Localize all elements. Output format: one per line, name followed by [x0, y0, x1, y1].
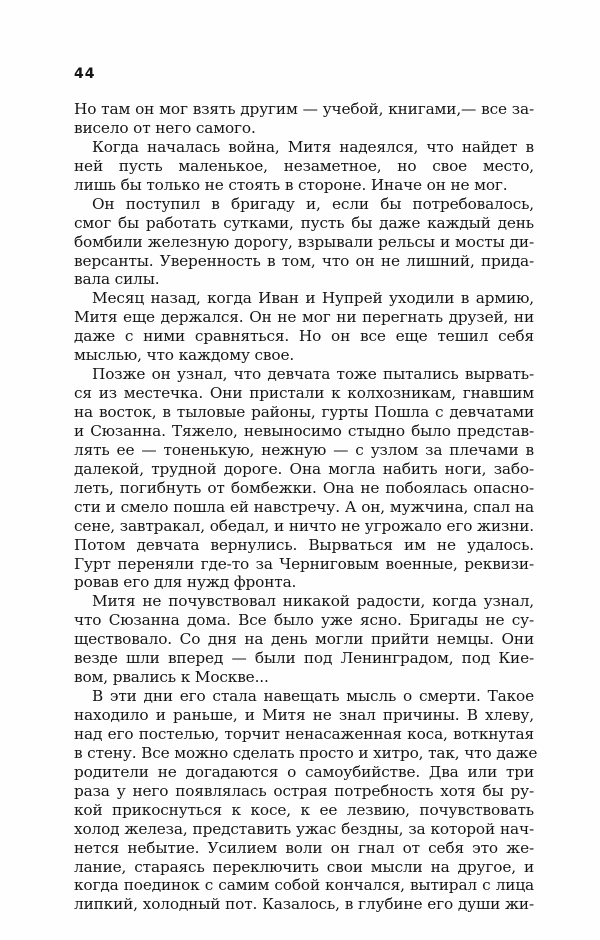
- text-line: Митя еще держался. Он не мог ни перегнать друзей, ни: [74, 308, 534, 327]
- text-line: лишь бы только не стоять в стороне. Иначе он не мог.: [74, 175, 508, 194]
- text-line: ся из местечка. Они пристали к колхозникам, гнавшим: [74, 384, 534, 403]
- text-line: бомбили железную дорогу, взрывали рельсы и мосты ди-: [74, 232, 534, 251]
- text-line: Гурт переняли где-то за Черниговым военные, реквизи-: [74, 554, 534, 573]
- text-line: Но там он мог взять другим — учебой, книгами,— все за-: [74, 100, 534, 118]
- text-line: Он поступил в бригаду и, если бы потребовалось,: [92, 194, 534, 213]
- page-number: 44: [74, 66, 96, 82]
- text-line: и Сюзанна. Тяжело, невыносимо стыдно было представ-: [74, 421, 534, 440]
- text-line: что Сюзанна дома. Все было уже ясно. Бригады не су-: [74, 611, 534, 630]
- text-line: Когда началась война, Митя надеялся, что найдет в: [92, 137, 534, 156]
- text-line: В эти дни его стала навещать мысль о смерти. Такое: [92, 687, 534, 706]
- text-line: смог бы работать сутками, пусть бы даже каждый день: [74, 213, 534, 232]
- text-line: ней пусть маленькое, незаметное, но свое место,: [74, 156, 534, 175]
- text-line: вала силы.: [74, 270, 160, 289]
- text-line: липкий, холодный пот. Казалось, в глубине его души жи-: [74, 895, 534, 914]
- text-line: родители не догадаются о самоубийстве. Два или три: [74, 762, 534, 781]
- text-line: Месяц назад, когда Иван и Нупрей уходили в армию,: [92, 289, 534, 308]
- text-line: когда поединок с самим собой кончался, вытирал с лица: [74, 876, 534, 895]
- text-line: находило и раньше, и Митя не знал причины. В хлеву,: [74, 706, 534, 724]
- text-line: ществовало. Со дня на день могли прийти немцы. Они: [74, 630, 534, 649]
- text-line: кой прикоснуться к косе, к ее лезвию, почувствовать: [74, 800, 534, 819]
- text-line: леть, погибнуть от бомбежки. Она не побоялась опасно-: [74, 478, 534, 497]
- text-line: в стену. Все можно сделать просто и хитро, так, что даже: [74, 743, 538, 762]
- text-line: Позже он узнал, что девчата тоже пытались вырвать-: [92, 365, 534, 384]
- text-line: над его постелью, торчит ненасаженная коса, воткнутая: [74, 724, 534, 743]
- text-line: лять ее — тоненькую, нежную — с узлом за плечами в: [74, 440, 534, 459]
- text-line: Потом девчата вернулись. Вырваться им не удалось.: [74, 535, 534, 554]
- text-line: холод железа, представить ужас бездны, за которой нач-: [74, 819, 534, 838]
- text-line: далекой, трудной дороге. Она могла набить ноги, забо-: [74, 459, 534, 478]
- text-line: сти и смело пошла ей навстречу. А он, мужчина, спал на: [74, 497, 534, 516]
- text-line: версанты. Уверенность в том, что он не лишний, прида-: [74, 251, 534, 270]
- text-line: Митя не почувствовал никакой радости, когда узнал,: [92, 592, 534, 611]
- text-line: лание, стараясь переключить свои мысли на другое, и: [74, 857, 534, 876]
- text-line: на восток, в тыловые районы, гурты Пошла с девчатами: [74, 403, 534, 421]
- text-line: нется небытие. Усилием воли он гнал от себя это же-: [74, 838, 534, 857]
- body-text: [74, 100, 538, 914]
- text-line: мыслью, что каждому свое.: [74, 346, 295, 365]
- text-line: даже с ними сравняться. Но он все еще тешил себя: [74, 327, 534, 346]
- text-line: вом, рвались к Москве...: [74, 668, 269, 687]
- text-line: сене, завтракал, обедал, и ничто не угрожало его жизни.: [74, 516, 534, 535]
- text-line: раза у него появлялась острая потребность хотя бы ру-: [74, 781, 534, 800]
- text-line: везде шли вперед — были под Ленинградом, под Кие-: [74, 649, 534, 668]
- text-line: ровав его для нужд фронта.: [74, 573, 297, 592]
- text-line: висело от него самого.: [74, 118, 256, 137]
